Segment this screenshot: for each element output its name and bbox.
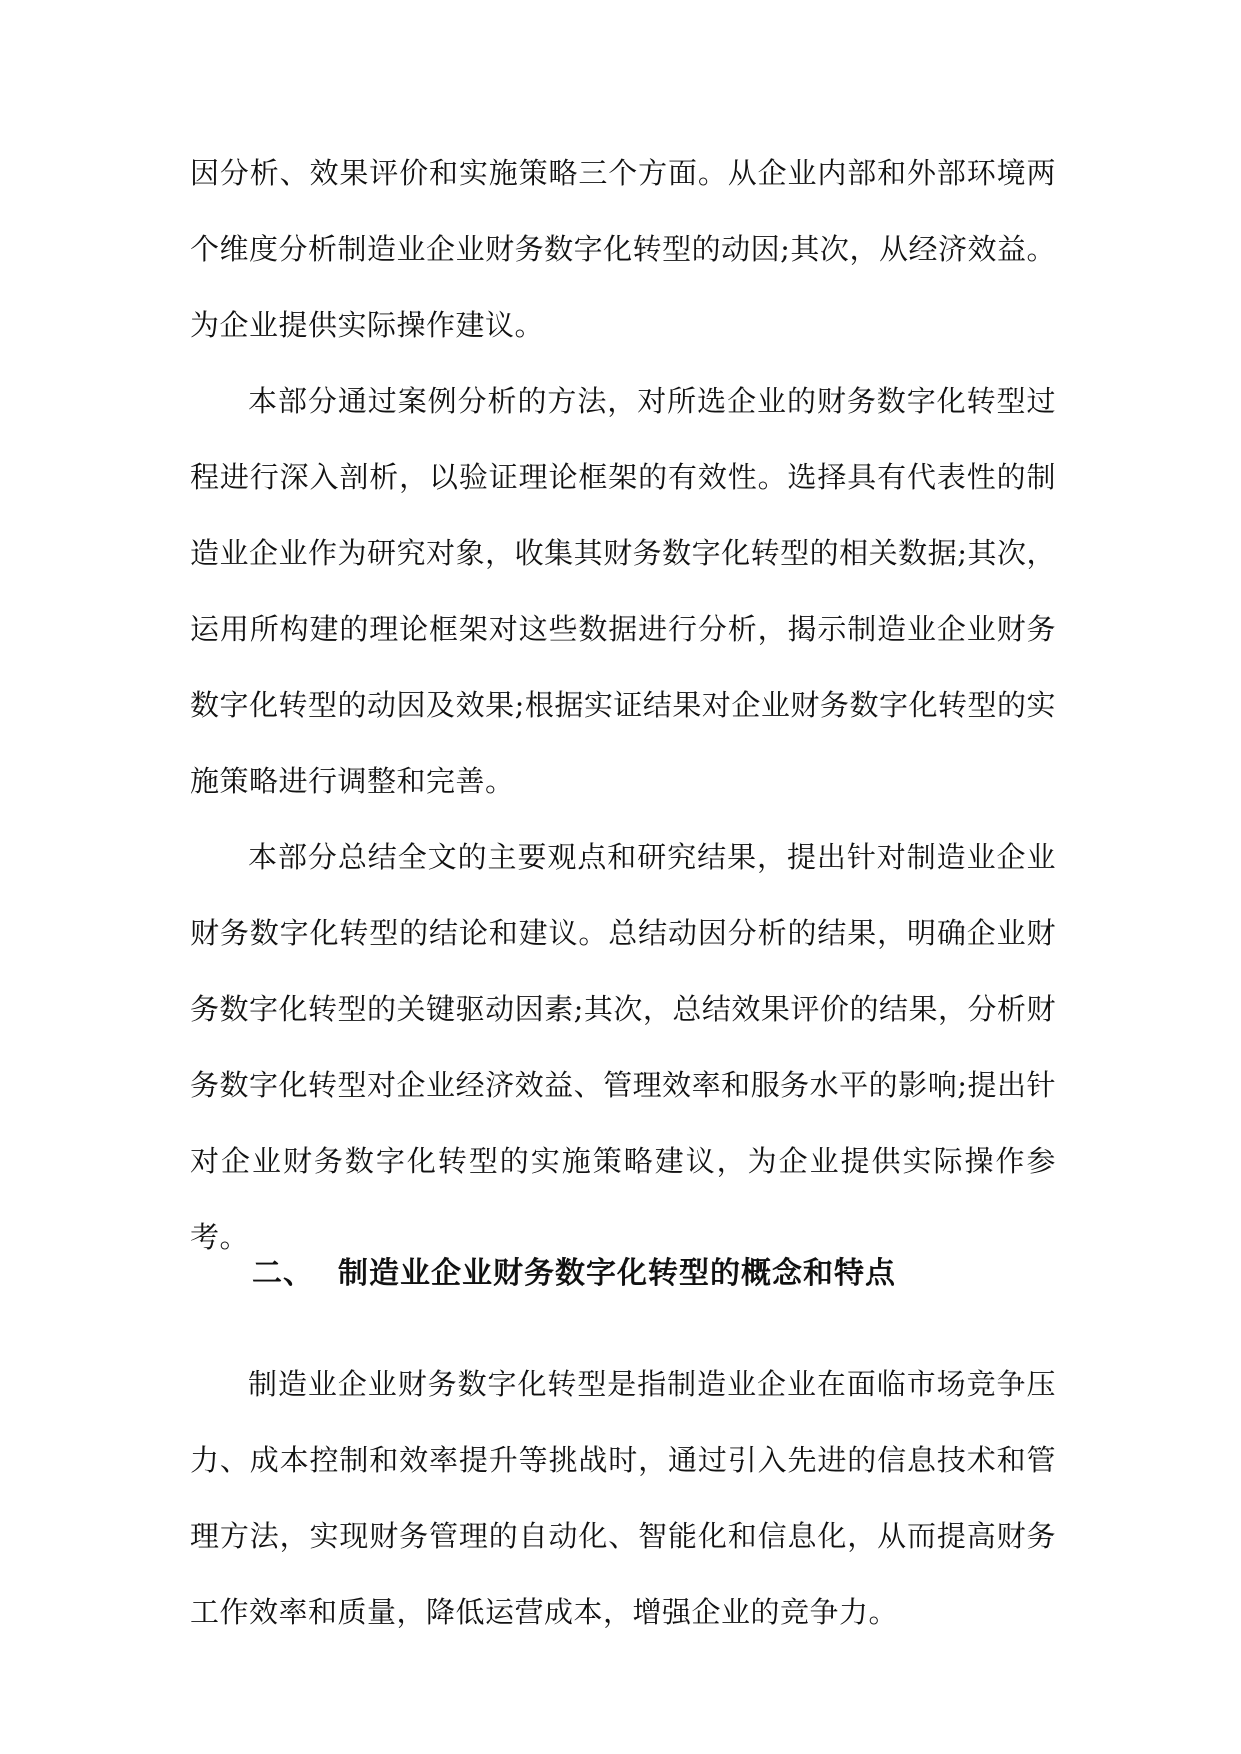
section-title: 制造业企业财务数字化转型的概念和特点 bbox=[338, 1256, 896, 1291]
paragraph-continuation: 因分析、效果评价和实施策略三个方面。从企业内部和外部环境两个维度分析制造业企业财务数字化转型的动因;其次，从经济效益。为企业提供实际操作建议。 bbox=[190, 156, 1056, 342]
section-number: 二、 bbox=[252, 1256, 314, 1291]
paragraph-case-analysis: 本部分通过案例分析的方法，对所选企业的财务数字化转型过程进行深入剖析，以验证理论框架的有效性。选择具有代表性的制造业企业作为研究对象，收集其财务数字化转型的相关数据;其次，运用所构建的理论框架对这些数据进行分析，揭示制造业企业财务数字化转型的动因及效果;根据实证结果对企业财务数字化转型的实施策略进行调整和完善。 bbox=[190, 384, 1056, 798]
paragraph-conclusion: 本部分总结全文的主要观点和研究结果，提出针对制造业企业财务数字化转型的结论和建议。总结动因分析的结果，明确企业财务数字化转型的关键驱动因素;其次，总结效果评价的结果，分析财务数字化转型对企业经济效益、管理效率和服务水平的影响;提出针对企业财务数字化转型的实施策略建议，为企业提供实际操作参考。 bbox=[190, 840, 1056, 1254]
section-heading bbox=[190, 1244, 1056, 1304]
paragraph-definition: 制造业企业财务数字化转型是指制造业企业在面临市场竞争压力、成本控制和效率提升等挑战时，通过引入先进的信息技术和管理方法，实现财务管理的自动化、智能化和信息化，从而提高财务工作效率和质量，降低运营成本，增强企业的竞争力。 bbox=[190, 1367, 1056, 1629]
